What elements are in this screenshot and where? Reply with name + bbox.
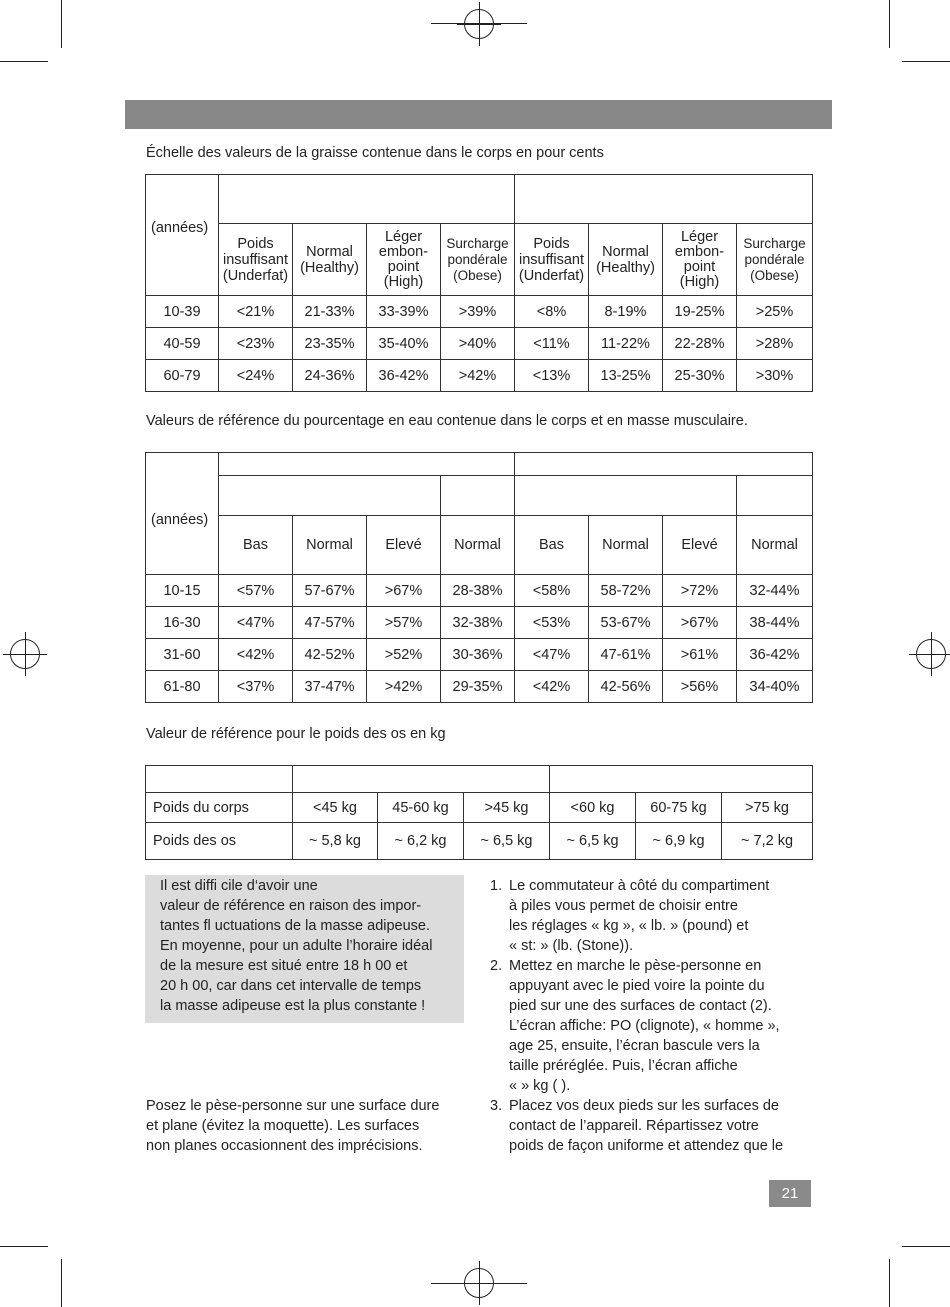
value-cell: <42% [219,639,293,671]
table-row [146,328,813,360]
registration-mark-left [10,639,40,669]
subgroup-header-cell [515,476,737,516]
value-cell: 11-22% [589,328,663,360]
value-cell: >30% [737,360,813,392]
value-cell: 38-44% [737,607,813,639]
value-cell: <23% [219,328,293,360]
registration-mark-bottom [464,1268,494,1298]
value-cell: ~ 6,5 kg [550,823,636,860]
value-cell: 22-28% [663,328,737,360]
column-header: Poids insuffisant (Underfat) [219,224,293,296]
crop-mark [902,61,950,62]
value-cell: <42% [515,671,589,703]
note-text: Il est diffi cile d‘avoir une valeur de référence en raison des impor- tantes fl uctuations de la masse adipeuse. En moyenne, pour un adulte l’horaire idéal de la mesure est situé entre 18 h 00 et 20 h 00, car dans cet intervalle de temps la masse adipeuse est la plus constante ! [160,878,433,1014]
age-header-cell [146,175,219,296]
value-cell: 24-36% [293,360,367,392]
value-cell: 37-47% [293,671,367,703]
value-cell: 45-60 kg [378,793,464,823]
value-cell: >61% [663,639,737,671]
group-header-cell [515,453,813,476]
value-cell: >75 kg [722,793,813,823]
crop-mark [61,0,62,48]
value-cell: <58% [515,575,589,607]
row-label: Poids des os [146,823,293,860]
bone-table-caption: Valeur de référence pour le poids des os en kg [146,726,446,742]
value-cell: ~ 7,2 kg [722,823,813,860]
value-cell: ~ 6,5 kg [464,823,550,860]
table-row [146,360,813,392]
fat-table [145,174,813,392]
value-cell: <45 kg [293,793,378,823]
value-cell: >25% [737,296,813,328]
value-cell: >45 kg [464,793,550,823]
bone-table [145,765,813,860]
steps-list [490,876,815,1156]
value-cell: 34-40% [737,671,813,703]
value-cell: 47-61% [589,639,663,671]
column-header: Surcharge pondérale (Obese) [441,224,515,296]
value-cell: >56% [663,671,737,703]
value-cell: 36-42% [737,639,813,671]
table-row [146,793,813,823]
row-label: Poids du corps [146,793,293,823]
water-table-caption: Valeurs de référence du pourcentage en eau contenue dans le corps et en masse musculaire. [146,413,748,429]
value-cell: 13-25% [589,360,663,392]
column-header: Elevé [367,516,441,575]
column-header: Léger embon- point (High) [663,224,737,296]
value-cell: 60-75 kg [636,793,722,823]
value-cell: <37% [219,671,293,703]
subgroup-header-cell [219,476,441,516]
value-cell: >42% [367,671,441,703]
value-cell: 53-67% [589,607,663,639]
value-cell: <57% [219,575,293,607]
surface-paragraph: Posez le pèse-personne sur une surface dure et plane (évitez la moquette). Les surfaces non planes occasionnent des imprécisions. [146,1098,440,1154]
step-text: Le commutateur à côté du compartiment à piles vous permet de choisir entre les réglages « kg », « lb. » (pound) et « st: » (lb. (Stone)). [509,878,770,954]
column-header: Bas [219,516,293,575]
group-header-cell [293,766,550,793]
step-number: 3. [490,1098,503,1114]
registration-mark-top [464,9,494,39]
value-cell: >39% [441,296,515,328]
column-header: Normal [737,516,813,575]
value-cell: >52% [367,639,441,671]
column-header: Normal [589,516,663,575]
value-cell: 8-19% [589,296,663,328]
age-cell: 10-15 [146,575,219,607]
value-cell: 33-39% [367,296,441,328]
value-cell: <24% [219,360,293,392]
group-header-cell [515,175,813,224]
crop-mark [889,0,890,48]
value-cell: 47-57% [293,607,367,639]
table-row [146,671,813,703]
value-cell: 32-38% [441,607,515,639]
column-header: Normal (Healthy) [293,224,367,296]
value-cell: >28% [737,328,813,360]
value-cell: ~ 6,2 kg [378,823,464,860]
value-cell: 58-72% [589,575,663,607]
value-cell: >67% [367,575,441,607]
value-cell: <8% [515,296,589,328]
age-header-cell [146,453,219,575]
water-table [145,452,813,703]
column-header: Normal [441,516,515,575]
table-row [146,639,813,671]
group-header-cell [550,766,813,793]
crop-mark [889,1259,890,1307]
age-cell: 61-80 [146,671,219,703]
section-header-bar [125,100,832,129]
age-cell: 16-30 [146,607,219,639]
value-cell: 23-35% [293,328,367,360]
subgroup-header-cell [737,476,813,516]
value-cell: 42-52% [293,639,367,671]
column-header: Normal [293,516,367,575]
table-row [146,823,813,860]
value-cell: 29-35% [441,671,515,703]
column-header: Elevé [663,516,737,575]
age-cell: 60-79 [146,360,219,392]
value-cell: >40% [441,328,515,360]
fat-table-caption: Échelle des valeurs de la graisse contenue dans le corps en pour cents [146,145,604,161]
value-cell: ~ 6,9 kg [636,823,722,860]
value-cell: >57% [367,607,441,639]
step-number: 2. [490,958,503,974]
value-cell: 19-25% [663,296,737,328]
age-cell: 31-60 [146,639,219,671]
registration-mark-right [916,639,946,669]
value-cell: <53% [515,607,589,639]
value-cell: <13% [515,360,589,392]
list-item [490,1096,815,1156]
value-cell: >72% [663,575,737,607]
value-cell: >67% [663,607,737,639]
group-header-cell [146,766,293,793]
value-cell: 36-42% [367,360,441,392]
group-header-cell [219,453,515,476]
age-header: (années) [151,512,209,528]
column-header: Léger embon- point (High) [367,224,441,296]
column-header: Poids insuffisant (Underfat) [515,224,589,296]
column-header: Normal (Healthy) [589,224,663,296]
value-cell: 57-67% [293,575,367,607]
value-cell: <11% [515,328,589,360]
value-cell: <47% [515,639,589,671]
column-header: Surcharge pondérale (Obese) [737,224,813,296]
value-cell: 30-36% [441,639,515,671]
step-number: 1. [490,878,503,894]
list-item [490,876,815,956]
crop-mark [61,1259,62,1307]
step-text: Mettez en marche le pèse-personne en appuyant avec le pied voire la pointe du pied sur une des surfaces de contact (2). L’écran affiche: PO (clignote), « homme », age 25, ensuite, l’écran bascule vers la taille préréglée. Puis, l’écran affiche « » kg ( ). [509,958,780,1094]
table-row [146,296,813,328]
crop-mark [0,1246,48,1247]
value-cell: 32-44% [737,575,813,607]
value-cell: <21% [219,296,293,328]
value-cell: 21-33% [293,296,367,328]
crop-mark [902,1246,950,1247]
value-cell: <60 kg [550,793,636,823]
list-item [490,956,815,1096]
value-cell: >42% [441,360,515,392]
group-header-cell [219,175,515,224]
age-header: (années) [151,220,209,236]
column-header: Bas [515,516,589,575]
value-cell: 42-56% [589,671,663,703]
page-number: 21 [769,1180,811,1207]
value-cell: 25-30% [663,360,737,392]
table-row [146,607,813,639]
crop-mark [0,61,48,62]
value-cell: ~ 5,8 kg [293,823,378,860]
age-cell: 10-39 [146,296,219,328]
subgroup-header-cell [441,476,515,516]
value-cell: 35-40% [367,328,441,360]
step-text: Placez vos deux pieds sur les surfaces de contact de l’appareil. Répartissez votre poids de façon uniforme et attendez que le [509,1098,784,1154]
value-cell: 28-38% [441,575,515,607]
table-row [146,575,813,607]
value-cell: <47% [219,607,293,639]
age-cell: 40-59 [146,328,219,360]
